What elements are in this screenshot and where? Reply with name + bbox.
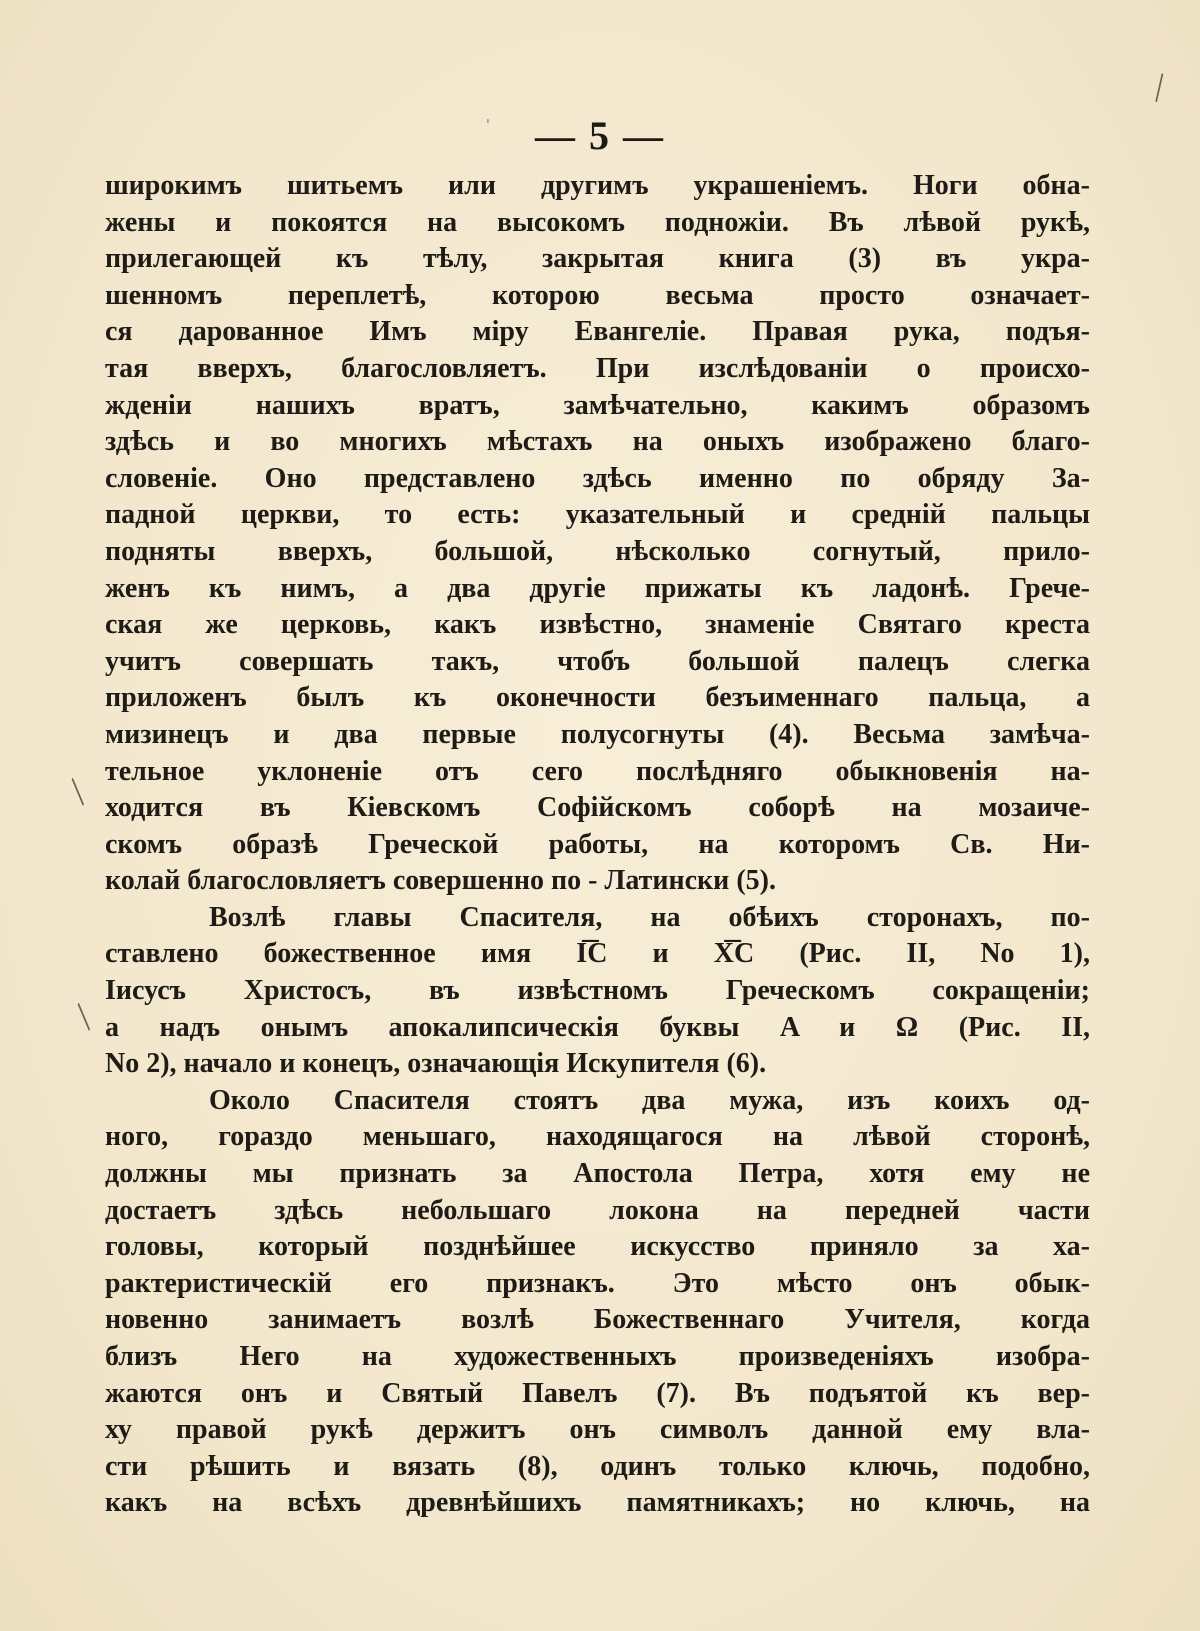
text-line: Около Спасителя стоятъ два мужа, изъ коихъ од- <box>209 1084 1090 1116</box>
print-speck: ˈ <box>486 118 490 134</box>
text-line: должны мы признать за Апостола Петра, хотя ему не <box>105 1158 1090 1190</box>
text-line: широкимъ шитьемъ или другимъ украшенiемъ. Ноги обна- <box>105 170 1090 201</box>
body-text <box>105 168 1090 1522</box>
text-line: достаетъ здѣсь небольшаго локона на передней части <box>105 1194 1090 1226</box>
text-line: колай благословляетъ совершенно по - Латински (5). <box>105 865 776 897</box>
margin-mark: ╱ <box>64 779 93 806</box>
text-line: новенно занимаетъ возлѣ Божественнаго Учителя, когда <box>105 1304 1090 1336</box>
text-line: подняты вверхъ, большой, нѣсколько согнутый, прило- <box>105 535 1090 567</box>
text-line: женъ къ нимъ, а два другiе прижаты къ ладонѣ. Грече- <box>105 572 1090 604</box>
text-line: головы, который позднѣйшее искусство приняло за ха- <box>105 1231 1090 1263</box>
text-line: тая вверхъ, благословляетъ. При изслѣдованiи о происхо- <box>105 352 1090 384</box>
text-line: Iисусъ Христосъ, въ извѣстномъ Греческомъ сокращенiи; <box>105 975 1090 1007</box>
text-line: ху правой рукѣ держитъ онъ символъ данной ему вла- <box>105 1414 1090 1446</box>
text-line: скомъ образѣ Греческой работы, на которомъ Св. Ни- <box>105 828 1090 860</box>
text-line: словенiе. Оно представлено здѣсь именно по обряду За- <box>105 462 1090 494</box>
text-line: ставлено божественное имя I͞C и X͞C (Рис. II, No 1), <box>105 938 1090 970</box>
text-line: Возлѣ главы Спасителя, на обѣихъ сторонахъ, по- <box>209 901 1090 933</box>
text-line: учитъ совершать такъ, чтобъ большой палецъ слегка <box>105 645 1090 677</box>
text-line: жденiи нашихъ вратъ, замѣчательно, какимъ образомъ <box>105 389 1090 421</box>
text-line: рактеристическiй его признакъ. Это мѣсто онъ обык- <box>105 1267 1090 1299</box>
text-line: ся дарованное Имъ мiру Евангелiе. Правая рука, подъя- <box>105 316 1090 348</box>
text-line: жаются онъ и Святый Павелъ (7). Въ подъятой къ вер- <box>105 1377 1090 1409</box>
text-line: ходится въ Кiевскомъ Софiйскомъ соборѣ на мозаиче- <box>105 792 1090 824</box>
text-line: шенномъ переплетѣ, которою весьма просто означает- <box>105 279 1090 311</box>
text-line: а надъ онымъ апокалипсическiя буквы A и Ω (Рис. II, <box>105 1011 1091 1043</box>
text-line: здѣсь и во многихъ мѣстахъ на оныхъ изображено благо- <box>105 426 1090 458</box>
text-line: жены и покоятся на высокомъ подножiи. Въ лѣвой рукѣ, <box>105 206 1090 238</box>
text-line: падной церкви, то есть: указательный и среднiй пальцы <box>105 499 1090 531</box>
margin-mark: ╲ <box>1145 74 1172 103</box>
margin-mark: ╱ <box>70 1004 99 1031</box>
text-line: No 2), начало и конецъ, означающiя Искупителя (6). <box>105 1048 767 1080</box>
text-line: приложенъ былъ къ оконечности безъименнаго пальца, а <box>105 682 1090 714</box>
text-line: близъ Него на художественныхъ произведенiяхъ изобра- <box>105 1341 1090 1372</box>
text-line: какъ на всѣхъ древнѣйшихъ памятникахъ; но ключь, на <box>105 1487 1090 1519</box>
text-line: мизинецъ и два первые полусогнуты (4). Весьма замѣча- <box>105 718 1090 750</box>
text-line: тельное уклоненiе отъ сего послѣдняго обыкновенiя на- <box>105 755 1090 787</box>
text-line: прилегающей къ тѣлу, закрытая книга (3) въ укра- <box>105 243 1090 275</box>
text-line: ного, гораздо меньшаго, находящагося на лѣвой сторонѣ, <box>105 1121 1090 1153</box>
text-line: сти рѣшить и вязать (8), одинъ только ключь, подобно, <box>105 1450 1090 1482</box>
text-line: ская же церковь, какъ извѣстно, знаменiе Святаго креста <box>105 609 1090 641</box>
page-number: — 5 — <box>535 113 665 158</box>
